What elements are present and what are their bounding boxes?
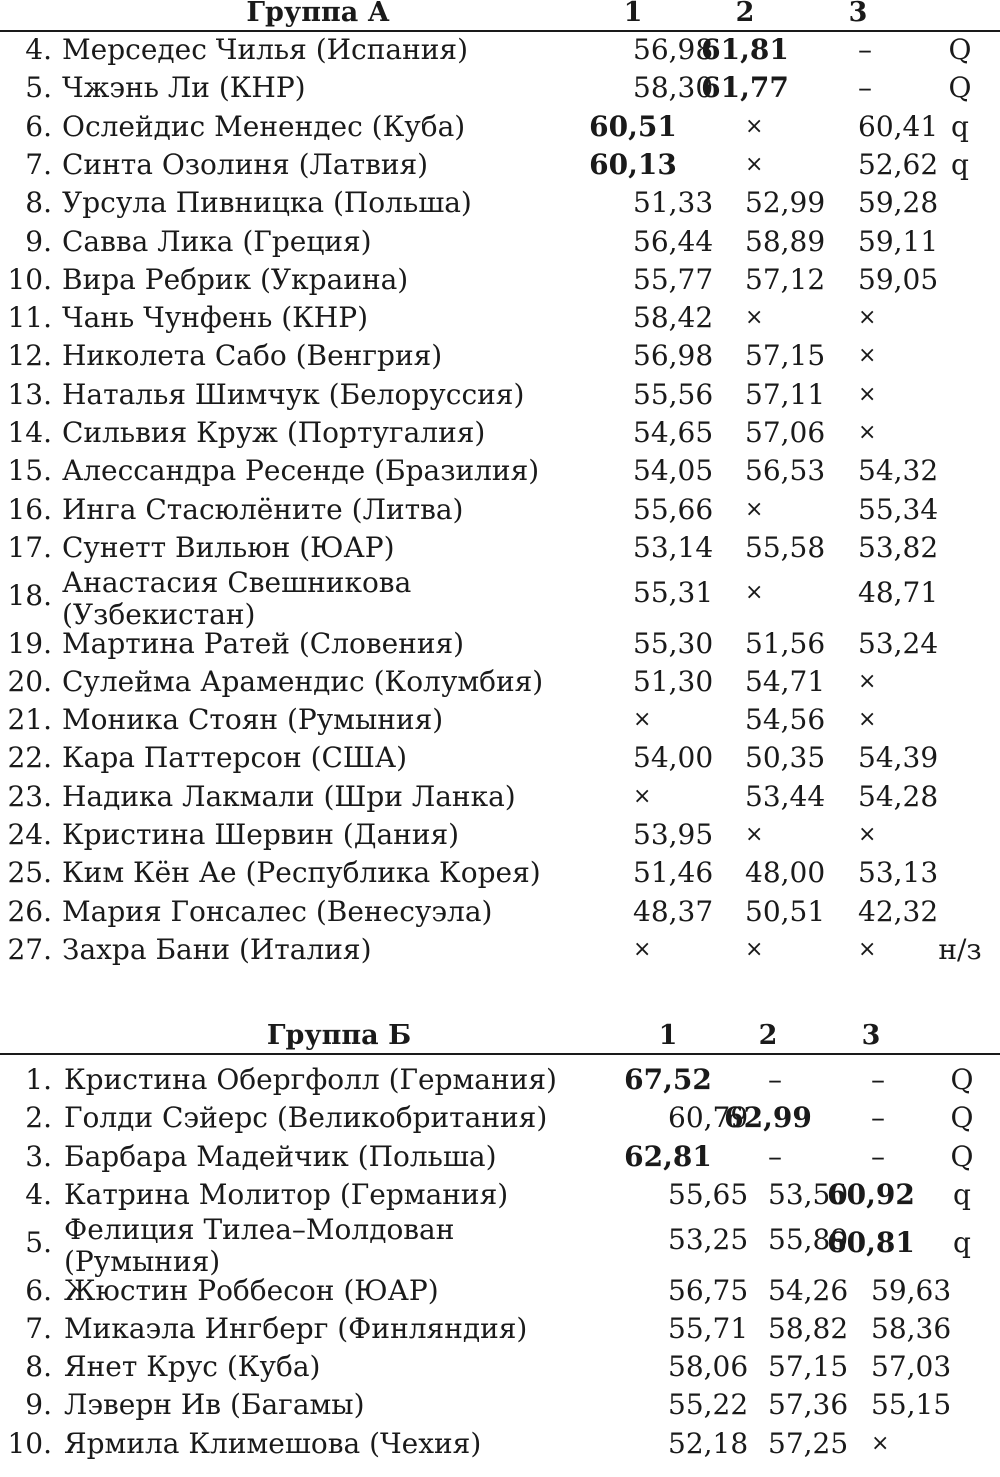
row-rank: 13.	[7, 377, 52, 411]
athlete-name: Сулейма Арамендис (Колумбия)	[62, 664, 544, 698]
attempt-value: 54,32	[858, 454, 939, 488]
athlete-name: Вира Ребрик (Украина)	[62, 262, 409, 296]
row-rank: 10.	[7, 1426, 52, 1460]
attempt-1	[613, 1061, 723, 1099]
attempt-value: 51,30	[633, 664, 714, 698]
row-rank: 4.	[25, 33, 52, 66]
attempt-2	[690, 69, 800, 107]
attempt-value: 51,46	[633, 856, 714, 890]
row-rank: 8.	[25, 186, 52, 220]
attempt-value: 58,42	[633, 301, 714, 335]
attempt-value: 57,12	[745, 262, 826, 296]
attempt-value: 55,58	[745, 530, 826, 564]
attempt-value: 54,00	[633, 741, 714, 775]
qualification-mark: q	[953, 1225, 971, 1259]
table-row	[0, 739, 1000, 777]
attempt-value: 57,11	[745, 377, 826, 411]
table-row	[0, 1213, 1000, 1279]
table-row	[0, 931, 1000, 969]
attempt-value: 59,11	[858, 224, 939, 258]
attempt-value: ×	[858, 822, 877, 847]
table-row	[0, 337, 1000, 375]
athlete-name: Жюстин Роббесон (ЮАР)	[64, 1273, 439, 1307]
qualification-mark: Q	[950, 1101, 974, 1135]
qualification-mark: q	[951, 147, 969, 181]
attempt-value: 60,79	[668, 1101, 749, 1135]
qualification-mark: Q	[950, 1063, 974, 1096]
attempt-value: 58,82	[768, 1311, 849, 1345]
attempt-value: 54,39	[858, 741, 939, 775]
row-rank: 4.	[25, 1177, 52, 1211]
table-row	[0, 414, 1000, 452]
row-rank: 23.	[7, 779, 52, 813]
attempt-value: 55,31	[633, 575, 714, 609]
row-rank: 12.	[7, 339, 52, 373]
athlete-name: Ярмила Климешова (Чехия)	[64, 1426, 482, 1460]
attempt-value: –	[871, 1063, 885, 1096]
athlete-name: Мария Гонсалес (Венесуэла)	[62, 894, 493, 928]
attempt-1	[578, 146, 688, 184]
row-rank: 1.	[25, 1063, 52, 1096]
qualification-mark: н/з	[938, 932, 982, 966]
attempt-value: 54,56	[745, 703, 826, 737]
row-rank: 2.	[25, 1101, 52, 1135]
attempt-value: 52,18	[668, 1426, 749, 1460]
table-row	[0, 701, 1000, 739]
row-rank: 25.	[7, 856, 52, 890]
athlete-name: Кристина Шервин (Дания)	[62, 818, 460, 851]
attempt-3	[816, 1224, 926, 1262]
row-rank: 20.	[7, 664, 52, 698]
attempt-value: 61,81	[701, 33, 789, 66]
attempt-value: 51,33	[633, 186, 714, 220]
row-rank: 6.	[25, 1273, 52, 1307]
table-row	[0, 529, 1000, 567]
attempt-value: ×	[858, 381, 877, 407]
row-rank: 7.	[25, 147, 52, 181]
athlete-country: (Румыния)	[64, 1245, 221, 1279]
row-rank: 10.	[7, 262, 52, 296]
attempt-value: –	[858, 33, 872, 66]
attempt-value: 59,28	[858, 186, 939, 220]
athlete-name: Наталья Шимчук (Белоруссия)	[62, 377, 525, 411]
attempt-value: ×	[633, 783, 652, 809]
row-rank: 18.	[7, 578, 52, 612]
attempt-value: 52,62	[858, 147, 939, 181]
athlete-name: Барбара Мадейчик (Польша)	[64, 1139, 497, 1173]
attempt-value: ×	[745, 113, 764, 139]
attempt-value: 55,15	[871, 1388, 952, 1422]
table-row	[0, 223, 1000, 261]
attempt-value: 67,52	[624, 1063, 712, 1096]
attempt-1	[578, 108, 688, 146]
attempt-value: ×	[633, 936, 652, 962]
table-row	[0, 299, 1000, 337]
row-rank: 17.	[7, 530, 52, 564]
attempt-value: 56,75	[668, 1273, 749, 1307]
table-header	[0, 0, 1000, 32]
attempt-value: 55,89	[768, 1222, 849, 1256]
attempt-value: ×	[745, 151, 764, 177]
attempt-value: 58,89	[745, 224, 826, 258]
table-row	[0, 184, 1000, 222]
table-row	[0, 146, 1000, 184]
athlete-name: Фелиция Тилеа–Молдован	[64, 1213, 455, 1247]
attempt-value: 54,26	[768, 1273, 849, 1307]
attempt-value: 53,13	[858, 856, 939, 890]
attempt-value: –	[768, 1063, 782, 1096]
attempt-value: 62,81	[624, 1139, 712, 1173]
row-rank: 8.	[25, 1350, 52, 1384]
attempt-value: ×	[745, 822, 764, 847]
attempt-value: ×	[871, 1430, 890, 1456]
athlete-name: Николета Сабо (Венгрия)	[62, 339, 443, 373]
athlete-name: Сунетт Вильюн (ЮАР)	[62, 530, 395, 564]
row-rank: 16.	[7, 492, 52, 526]
athlete-name: Янет Крус (Куба)	[64, 1350, 321, 1384]
qualification-mark: Q	[948, 71, 972, 105]
athlete-name: Инга Стасюлёните (Литва)	[62, 492, 464, 526]
attempt-value: 58,36	[871, 1311, 952, 1345]
table-row	[0, 491, 1000, 529]
group-title: Группа А	[246, 0, 390, 28]
attempt-value: 53,50	[768, 1177, 849, 1211]
attempt-value: 53,95	[633, 818, 714, 851]
attempt-value: 56,98	[633, 33, 714, 66]
athlete-name: Синта Озолиня (Латвия)	[62, 147, 429, 181]
attempt-value: 52,99	[745, 186, 826, 220]
attempt-value: 60,81	[827, 1225, 915, 1259]
table-row	[0, 376, 1000, 414]
table-row	[0, 1272, 1000, 1310]
athlete-name: Катрина Молитор (Германия)	[64, 1177, 509, 1211]
row-rank: 27.	[7, 932, 52, 966]
athlete-country: (Узбекистан)	[62, 598, 256, 632]
athlete-name: Лэверн Ив (Багамы)	[64, 1388, 365, 1422]
row-rank: 21.	[7, 703, 52, 737]
attempt-value: 59,63	[871, 1273, 952, 1307]
attempt-value: 51,56	[745, 626, 826, 660]
row-rank: 9.	[25, 224, 52, 258]
athlete-name: Микаэла Ингберг (Финляндия)	[64, 1311, 528, 1345]
attempt-value: 55,66	[633, 492, 714, 526]
table-row	[0, 816, 1000, 854]
row-rank: 15.	[7, 454, 52, 488]
athlete-name: Сильвия Круж (Португалия)	[62, 416, 486, 449]
row-rank: 7.	[25, 1311, 52, 1345]
attempt-value: 48,00	[745, 856, 826, 890]
attempt-value: 48,71	[858, 575, 939, 609]
attempt-value: 55,34	[858, 492, 939, 526]
attempt-value: 53,24	[858, 626, 939, 660]
column-header: 1	[623, 0, 643, 28]
table-row	[0, 625, 1000, 663]
attempt-value: ×	[858, 305, 877, 331]
attempt-value: 53,25	[668, 1222, 749, 1256]
attempt-value: 57,15	[745, 339, 826, 373]
attempt-value: 56,98	[633, 339, 714, 373]
athlete-name: Чжэнь Ли (КНР)	[62, 71, 306, 105]
attempt-value: ×	[745, 579, 764, 605]
attempt-value: ×	[858, 420, 877, 445]
attempt-value: 55,30	[633, 626, 714, 660]
attempt-value: 53,82	[858, 530, 939, 564]
table-row	[0, 31, 1000, 69]
attempt-value: –	[871, 1101, 885, 1135]
attempt-2	[713, 1099, 823, 1137]
athlete-name: Чань Чунфень (КНР)	[62, 301, 368, 335]
qualification-mark: Q	[950, 1139, 974, 1173]
attempt-value: 50,35	[745, 741, 826, 775]
attempt-value: 53,14	[633, 530, 714, 564]
attempt-value: 58,06	[668, 1350, 749, 1384]
row-rank: 14.	[7, 416, 52, 449]
attempt-value: 57,36	[768, 1388, 849, 1422]
table-row	[0, 69, 1000, 107]
attempt-value: 53,44	[745, 779, 826, 813]
attempt-value: 56,44	[633, 224, 714, 258]
row-rank: 9.	[25, 1388, 52, 1422]
qualification-mark: q	[953, 1177, 971, 1211]
column-header: 1	[658, 1020, 678, 1051]
row-rank: 5.	[25, 1225, 52, 1259]
attempt-value: 60,41	[858, 109, 939, 143]
athlete-name: Ослейдис Менендес (Куба)	[62, 109, 466, 143]
attempt-value: 48,37	[633, 894, 714, 928]
attempt-value: 54,71	[745, 664, 826, 698]
group-title: Группа Б	[266, 1020, 412, 1051]
athlete-name: Савва Лика (Греция)	[62, 224, 372, 258]
attempt-2	[690, 31, 800, 69]
table-row	[0, 1061, 1000, 1099]
row-rank: 5.	[25, 71, 52, 105]
attempt-value: 57,25	[768, 1426, 849, 1460]
column-header: 2	[758, 1020, 778, 1051]
table-row	[0, 566, 1000, 632]
attempt-value: 54,05	[633, 454, 714, 488]
attempt-value: 54,28	[858, 779, 939, 813]
athlete-name: Кара Паттерсон (США)	[62, 741, 407, 775]
table-row	[0, 778, 1000, 816]
attempt-value: 55,56	[633, 377, 714, 411]
athlete-name: Ким Кён Ае (Республика Корея)	[62, 856, 541, 890]
attempt-value: 55,22	[668, 1388, 749, 1422]
attempt-value: 57,15	[768, 1350, 849, 1384]
attempt-value: 50,51	[745, 894, 826, 928]
athlete-name: Моника Стоян (Румыния)	[62, 703, 444, 737]
athlete-name: Мерседес Чилья (Испания)	[62, 33, 468, 66]
attempt-value: 42,32	[858, 894, 939, 928]
table-row	[0, 1386, 1000, 1424]
table-row	[0, 663, 1000, 701]
attempt-value: 60,92	[827, 1177, 915, 1211]
attempt-value: –	[858, 71, 872, 105]
attempt-value: 56,53	[745, 454, 826, 488]
athlete-name: Урсула Пивницка (Польша)	[62, 186, 472, 220]
athlete-name: Алессандра Ресенде (Бразилия)	[62, 454, 540, 488]
attempt-value: 60,13	[589, 147, 677, 181]
attempt-value: 55,65	[668, 1177, 749, 1211]
attempt-value: 59,05	[858, 262, 939, 296]
athlete-name: Кристина Обергфолл (Германия)	[64, 1063, 557, 1096]
attempt-value: ×	[858, 343, 877, 369]
table-row	[0, 108, 1000, 146]
attempt-value: ×	[858, 668, 877, 694]
table-row	[0, 1099, 1000, 1137]
attempt-3	[816, 1176, 926, 1214]
attempt-value: –	[768, 1139, 782, 1173]
attempt-value: ×	[745, 496, 764, 522]
table-row	[0, 1310, 1000, 1348]
attempt-value: ×	[858, 936, 877, 962]
attempt-value: 57,06	[745, 416, 826, 449]
row-rank: 26.	[7, 894, 52, 928]
row-rank: 6.	[25, 109, 52, 143]
athlete-name: Надика Лакмали (Шри Ланка)	[62, 779, 516, 813]
column-header: 3	[848, 0, 868, 28]
athlete-name: Анастасия Свешникова	[62, 566, 412, 600]
table-row	[0, 854, 1000, 892]
column-header: 2	[735, 0, 755, 28]
attempt-value: 61,77	[701, 71, 789, 105]
attempt-value: ×	[745, 936, 764, 962]
row-rank: 24.	[7, 818, 52, 851]
column-header: 3	[861, 1020, 881, 1051]
attempt-value: 62,99	[724, 1101, 812, 1135]
attempt-value: 55,77	[633, 262, 714, 296]
athlete-name: Мартина Ратей (Словения)	[62, 626, 465, 660]
qualification-mark: Q	[948, 33, 972, 66]
qualification-mark: q	[951, 109, 969, 143]
attempt-1	[613, 1138, 723, 1176]
table-row	[0, 261, 1000, 299]
table-row	[0, 452, 1000, 490]
table-row	[0, 1425, 1000, 1463]
row-rank: 11.	[7, 301, 52, 335]
table-row	[0, 893, 1000, 931]
attempt-value: 55,71	[668, 1311, 749, 1345]
attempt-value: 58,30	[633, 71, 714, 105]
attempt-value: ×	[858, 707, 877, 733]
attempt-value: 60,51	[589, 109, 677, 143]
attempt-value: 54,65	[633, 416, 714, 449]
table-header	[0, 1020, 1000, 1055]
table-row	[0, 1176, 1000, 1214]
attempt-value: ×	[745, 305, 764, 331]
row-rank: 3.	[25, 1139, 52, 1173]
row-rank: 22.	[7, 741, 52, 775]
attempt-value: –	[871, 1139, 885, 1173]
table-row	[0, 1138, 1000, 1176]
table-row	[0, 1348, 1000, 1386]
athlete-name: Захра Бани (Италия)	[62, 932, 372, 966]
attempt-value: 57,03	[871, 1350, 952, 1384]
attempt-value: ×	[633, 707, 652, 733]
row-rank: 19.	[7, 626, 52, 660]
athlete-name: Голди Сэйерс (Великобритания)	[64, 1101, 548, 1135]
